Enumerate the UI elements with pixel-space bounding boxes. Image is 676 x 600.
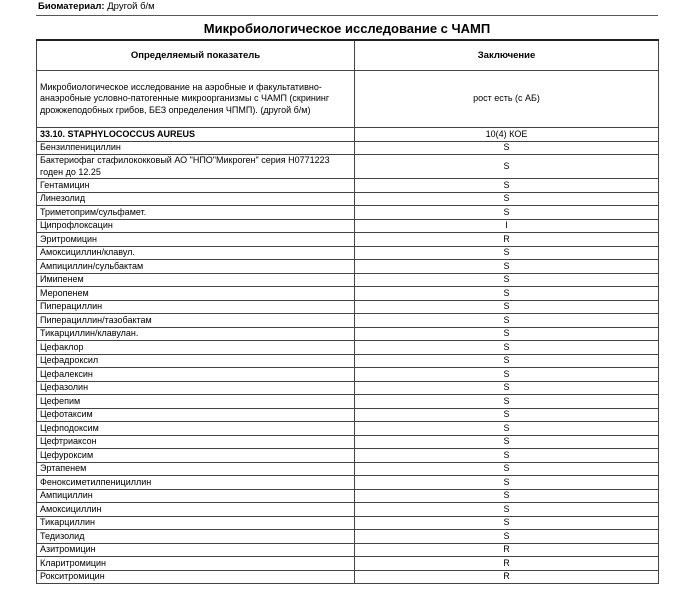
antibiotic-name: Ципрофлоксацин	[37, 219, 355, 233]
sensitivity-result: S	[355, 246, 659, 260]
results-table	[36, 39, 659, 584]
table-row	[37, 141, 659, 155]
column-header-indicator: Определяемый показатель	[37, 40, 355, 71]
micro-test-result: рост есть (с АБ)	[355, 71, 659, 128]
table-row	[37, 530, 659, 544]
table-row	[37, 489, 659, 503]
table-row	[37, 516, 659, 530]
antibiotic-name: Амоксициллин/клавул.	[37, 246, 355, 260]
sensitivity-result: S	[355, 287, 659, 301]
table-row-micro-test	[37, 71, 659, 128]
table-row	[37, 435, 659, 449]
sensitivity-result: S	[355, 341, 659, 355]
antibiotic-name: Гентамицин	[37, 179, 355, 193]
table-row	[37, 192, 659, 206]
table-row	[37, 449, 659, 463]
biomaterial-value: Другой б/м	[107, 1, 155, 12]
sensitivity-result: S	[355, 408, 659, 422]
sensitivity-result: S	[355, 462, 659, 476]
table-row	[37, 260, 659, 274]
antibiotic-name: Цефаклор	[37, 341, 355, 355]
sensitivity-result: S	[355, 422, 659, 436]
table-row	[37, 381, 659, 395]
sensitivity-result: S	[355, 260, 659, 274]
sensitivity-result: S	[355, 327, 659, 341]
sensitivity-result: S	[355, 155, 659, 179]
antibiotic-name: Кларитромицин	[37, 557, 355, 571]
antibiotic-name: Цефепим	[37, 395, 355, 409]
table-row	[37, 287, 659, 301]
table-row	[37, 314, 659, 328]
antibiotic-name: Амоксициллин	[37, 503, 355, 517]
antibiotic-name: Азитромицин	[37, 543, 355, 557]
sensitivity-result: S	[355, 516, 659, 530]
antibiotic-name: Имипенем	[37, 273, 355, 287]
sensitivity-result: R	[355, 233, 659, 247]
column-header-conclusion: Заключение	[355, 40, 659, 71]
antibiotic-name: Тикарциллин	[37, 516, 355, 530]
table-row	[37, 179, 659, 193]
antibiotic-name: Пиперациллин	[37, 300, 355, 314]
sensitivity-result: S	[355, 192, 659, 206]
antibiotic-name: Пиперациллин/тазобактам	[37, 314, 355, 328]
antibiotic-name: Эртапенем	[37, 462, 355, 476]
antibiotic-name: Цефуроксим	[37, 449, 355, 463]
sensitivity-result: S	[355, 314, 659, 328]
table-row	[37, 273, 659, 287]
sensitivity-result: S	[355, 435, 659, 449]
antibiotic-name: Цефазолин	[37, 381, 355, 395]
sensitivity-result: I	[355, 219, 659, 233]
table-row	[37, 557, 659, 571]
sensitivity-result: S	[355, 381, 659, 395]
table-row	[37, 503, 659, 517]
antibiotic-name: Цефотаксим	[37, 408, 355, 422]
antibiotic-name: Линезолид	[37, 192, 355, 206]
table-row	[37, 155, 659, 179]
antibiotic-name: Эритромицин	[37, 233, 355, 247]
table-row	[37, 462, 659, 476]
table-row	[37, 300, 659, 314]
antibiotic-name: Цефтриаксон	[37, 435, 355, 449]
antibiotic-name: Рокситромицин	[37, 570, 355, 584]
sensitivity-result: S	[355, 354, 659, 368]
table-row	[37, 476, 659, 490]
antibiotic-name: Тикарциллин/клавулан.	[37, 327, 355, 341]
table-row	[37, 341, 659, 355]
antibiotic-name: Меропенем	[37, 287, 355, 301]
table-row-organism	[37, 128, 659, 142]
antibiotic-name: Триметоприм/сульфамет.	[37, 206, 355, 220]
antibiotic-name: Ампициллин	[37, 489, 355, 503]
table-header-row	[37, 40, 659, 71]
sensitivity-result: R	[355, 557, 659, 571]
table-row	[37, 368, 659, 382]
antibiotic-name: Цефподоксим	[37, 422, 355, 436]
sensitivity-result: S	[355, 395, 659, 409]
antibiotic-name: Тедизолид	[37, 530, 355, 544]
table-row	[37, 570, 659, 584]
organism-result: 10(4) КОЕ	[355, 128, 659, 142]
micro-test-name: Микробиологическое исследование на аэробные и факультативно-анаэробные условно-патогенные микроорганизмы с ЧАМП (скрининг дрожжеподобных грибов, БЕЗ определения ЧПМП). (другой б/м)	[37, 71, 355, 128]
table-row	[37, 233, 659, 247]
results-body	[37, 71, 659, 584]
sensitivity-result: S	[355, 300, 659, 314]
table-row	[37, 543, 659, 557]
sensitivity-result: S	[355, 530, 659, 544]
table-row	[37, 246, 659, 260]
table-row	[37, 408, 659, 422]
sensitivity-result: S	[355, 273, 659, 287]
table-row	[37, 219, 659, 233]
table-row	[37, 422, 659, 436]
antibiotic-name: Бензилпенициллин	[37, 141, 355, 155]
antibiotic-name: Цефадроксил	[37, 354, 355, 368]
sensitivity-result: R	[355, 570, 659, 584]
sensitivity-result: R	[355, 543, 659, 557]
sensitivity-result: S	[355, 141, 659, 155]
table-row	[37, 206, 659, 220]
sensitivity-result: S	[355, 449, 659, 463]
antibiotic-name: Бактериофаг стафилококковый АО "НПО"Микроген" серия Н0771223 годен до 12.25	[37, 155, 355, 179]
sensitivity-result: S	[355, 179, 659, 193]
biomaterial-label: Биоматериал:	[38, 1, 105, 12]
table-row	[37, 395, 659, 409]
organism-name: 33.10. STAPHYLOCOCCUS AUREUS	[37, 128, 355, 142]
sensitivity-result: S	[355, 489, 659, 503]
sensitivity-result: S	[355, 206, 659, 220]
document-title: Микробиологическое исследование с ЧАМП	[36, 15, 658, 39]
antibiotic-name: Цефалексин	[37, 368, 355, 382]
table-row	[37, 354, 659, 368]
antibiotic-name: Ампициллин/сульбактам	[37, 260, 355, 274]
antibiotic-name: Феноксиметилпенициллин	[37, 476, 355, 490]
table-row	[37, 327, 659, 341]
biomaterial-line	[38, 1, 155, 13]
sensitivity-result: S	[355, 368, 659, 382]
sensitivity-result: S	[355, 476, 659, 490]
sensitivity-result: S	[355, 503, 659, 517]
